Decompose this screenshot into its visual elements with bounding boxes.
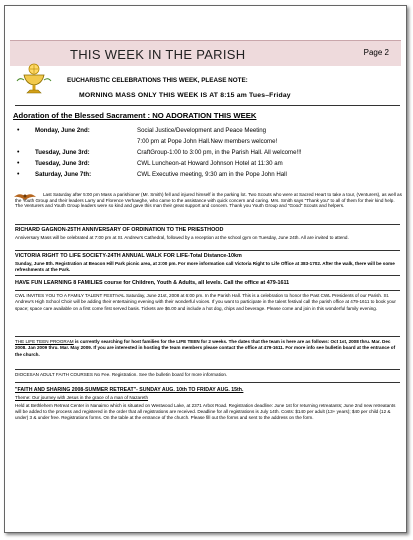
lifeteen-title: THE LIFE TEEN PROGRAM	[15, 339, 74, 344]
victoria-title: VICTORIA RIGHT TO LIFE SOCIETY-24TH ANNUAL WALK FOR LIFE-Total Distance-10km	[15, 253, 242, 259]
schedule-text: CWL Luncheon-at Howard Johnson Hotel at 11:30 am	[137, 160, 283, 167]
schedule-row	[17, 171, 402, 182]
divider	[15, 336, 400, 337]
divider	[15, 369, 400, 370]
schedule-text: CraftGroup-1:00 to 3:00 pm, in the Parish Hall. All welcome!!!	[137, 149, 302, 156]
divider	[15, 275, 400, 276]
bullet-icon: •	[17, 149, 20, 156]
schedule-row	[17, 160, 402, 171]
schedule-row	[17, 149, 402, 160]
mass-notice: MORNING MASS ONLY THIS WEEK IS AT 8:15 am Tues–Friday	[79, 92, 291, 99]
divider	[15, 224, 400, 225]
victoria-details: Sunday, June 8th. Registration at Beacon Hill Park picnic area, at 2:00 pm. For more information call Victoria Right to Life Office at 383-1702.	[15, 261, 322, 266]
page-title: THIS WEEK IN THE PARISH	[70, 47, 246, 62]
section-header	[10, 40, 401, 66]
retreat-text: Held at Bethlehem Retreat Center in Nanaimo which is situated on Westwood Lake, at 2371 Arbot Road. Registration deadline: June 1st for returning retreatants; June 2nd new retreatants will be added to the process and registered in the order that all registrations are received. Deadline for all registrations is July 14th. Costs: $140 per adult (13+ years); $40 per child (12 & under) 3 & under free. Registrations forms. On the table at the entrance of the church. Please fill out the forms and sent to the address on the form.	[15, 403, 396, 421]
bullet-icon: •	[17, 171, 20, 178]
divider	[15, 250, 400, 251]
schedule-day: Monday, June 2nd:	[35, 127, 90, 134]
richard-title: RICHARD GAGNON-25TH ANNIVERSARY OF ORDINATION TO THE PRIESTHOOD	[15, 227, 224, 233]
richard-text: Anniversary Mass will be celebrated at 7:00 pm at St. Andrew's Cathedral, followed by a reception at the school gym on Tuesday, June 24th. All are invited to attend.	[15, 235, 349, 240]
lifeteen-text: is currently searching for host families for the LIFE TEEN for 2 weeks. The dates that the team is here are as follows: Oct 1st, 2008 thru. Mar. Dec 2008. Jan 2009 thru. Mar. May 2009. If you are interested in hosting the team members please contact the office at 479-1611. For more info see bulletin board at the entrance of the church.	[15, 339, 396, 357]
divider	[15, 290, 400, 291]
schedule-row	[17, 138, 402, 149]
talent-festival: CWL INVITES YOU TO A FAMILY TALENT FESTIVAL Saturday, June 21st, 2008 at 6:00 pm. In the Parish Hall. This is a celebration to honor the Past CWL Presidents of our Parish. St. Andrew's High School Choir will be adding their entertaining evening with their wonderful voices. If you want to participate in the talent festival call the parish office at 479-1611 to book your space; space care available on a first come first served basis. Tickets are $6.00 and include a hot dog, chips and beverage. Please come and join in this wonderful family evening.	[15, 293, 396, 311]
adoration-text: Adoration of the Blessed Sacrament : NO ADORATION THIS WEEK	[13, 111, 257, 120]
scouts-notice: Last Saturday after 5:00 pm Mass a parishioner (Mr. Smith) fell and injured himself in the parking lot. Two Scouts who were at Sacred Heart to take a tour, (Venturers), as well as the Youth Group and their leaders Larry and Florence Verhaeghe, who came to the assistance with quick concern and caring. Mrs. Smith says "Thank you" to all of them for their kind help. The Venturers and Youth Group leaders were so kind and gave this man their great support and concern. Thank you Youth Group and "Good" Scouts and helpers.	[15, 192, 402, 209]
eucharistic-heading: EUCHARISTIC CELEBRATIONS THIS WEEK, PLEASE NOTE:	[67, 77, 248, 84]
lifeteen-notice	[15, 339, 403, 358]
diocesan-notice: DIOCESAN ADULT FAITH COURSES No Fee. Registration. See the bulletin board for more information.	[15, 372, 228, 377]
schedule-day: Tuesday, June 3rd:	[35, 149, 90, 156]
schedule-text: 7:00 pm at Pope John Hall.New members welcome!	[137, 138, 278, 145]
schedule-day: Tuesday, June 3rd:	[35, 160, 90, 167]
divider	[15, 382, 400, 383]
schedule-day: Saturday, June 7th:	[35, 171, 92, 178]
adoration-heading	[13, 111, 256, 120]
schedule-text: Social Justice/Development and Peace Meeting	[137, 127, 267, 134]
divider	[15, 105, 400, 106]
retreat-theme: Theme: Our journey with Jesus in the grace of a man of Nazareth	[15, 395, 149, 400]
chalice-icon	[15, 63, 53, 95]
page-number: Page 2	[363, 48, 389, 57]
schedule-row	[17, 127, 402, 138]
bullet-icon: •	[17, 127, 20, 134]
page-frame	[4, 5, 407, 533]
victoria-refreshments: After the walk, there will be some refreshments at the Park.	[15, 261, 395, 272]
victoria-text	[15, 261, 403, 272]
schedule-text: CWL Executive meeting, 9:30 am in the Pope John Hall	[137, 171, 287, 178]
bullet-icon: •	[17, 160, 20, 167]
retreat-title: "FAITH AND SHARING 2008-SUMMER RETREAT"- SUNDAY AUG. 10th TO FRIDAY AUG. 15th.	[15, 387, 244, 393]
family-learning: HAVE FUN LEARNING 8 FAMILIES course for Children, Youth & Adults, all levels. Call the office at 479-1611	[15, 280, 290, 286]
weekly-schedule	[17, 127, 402, 182]
